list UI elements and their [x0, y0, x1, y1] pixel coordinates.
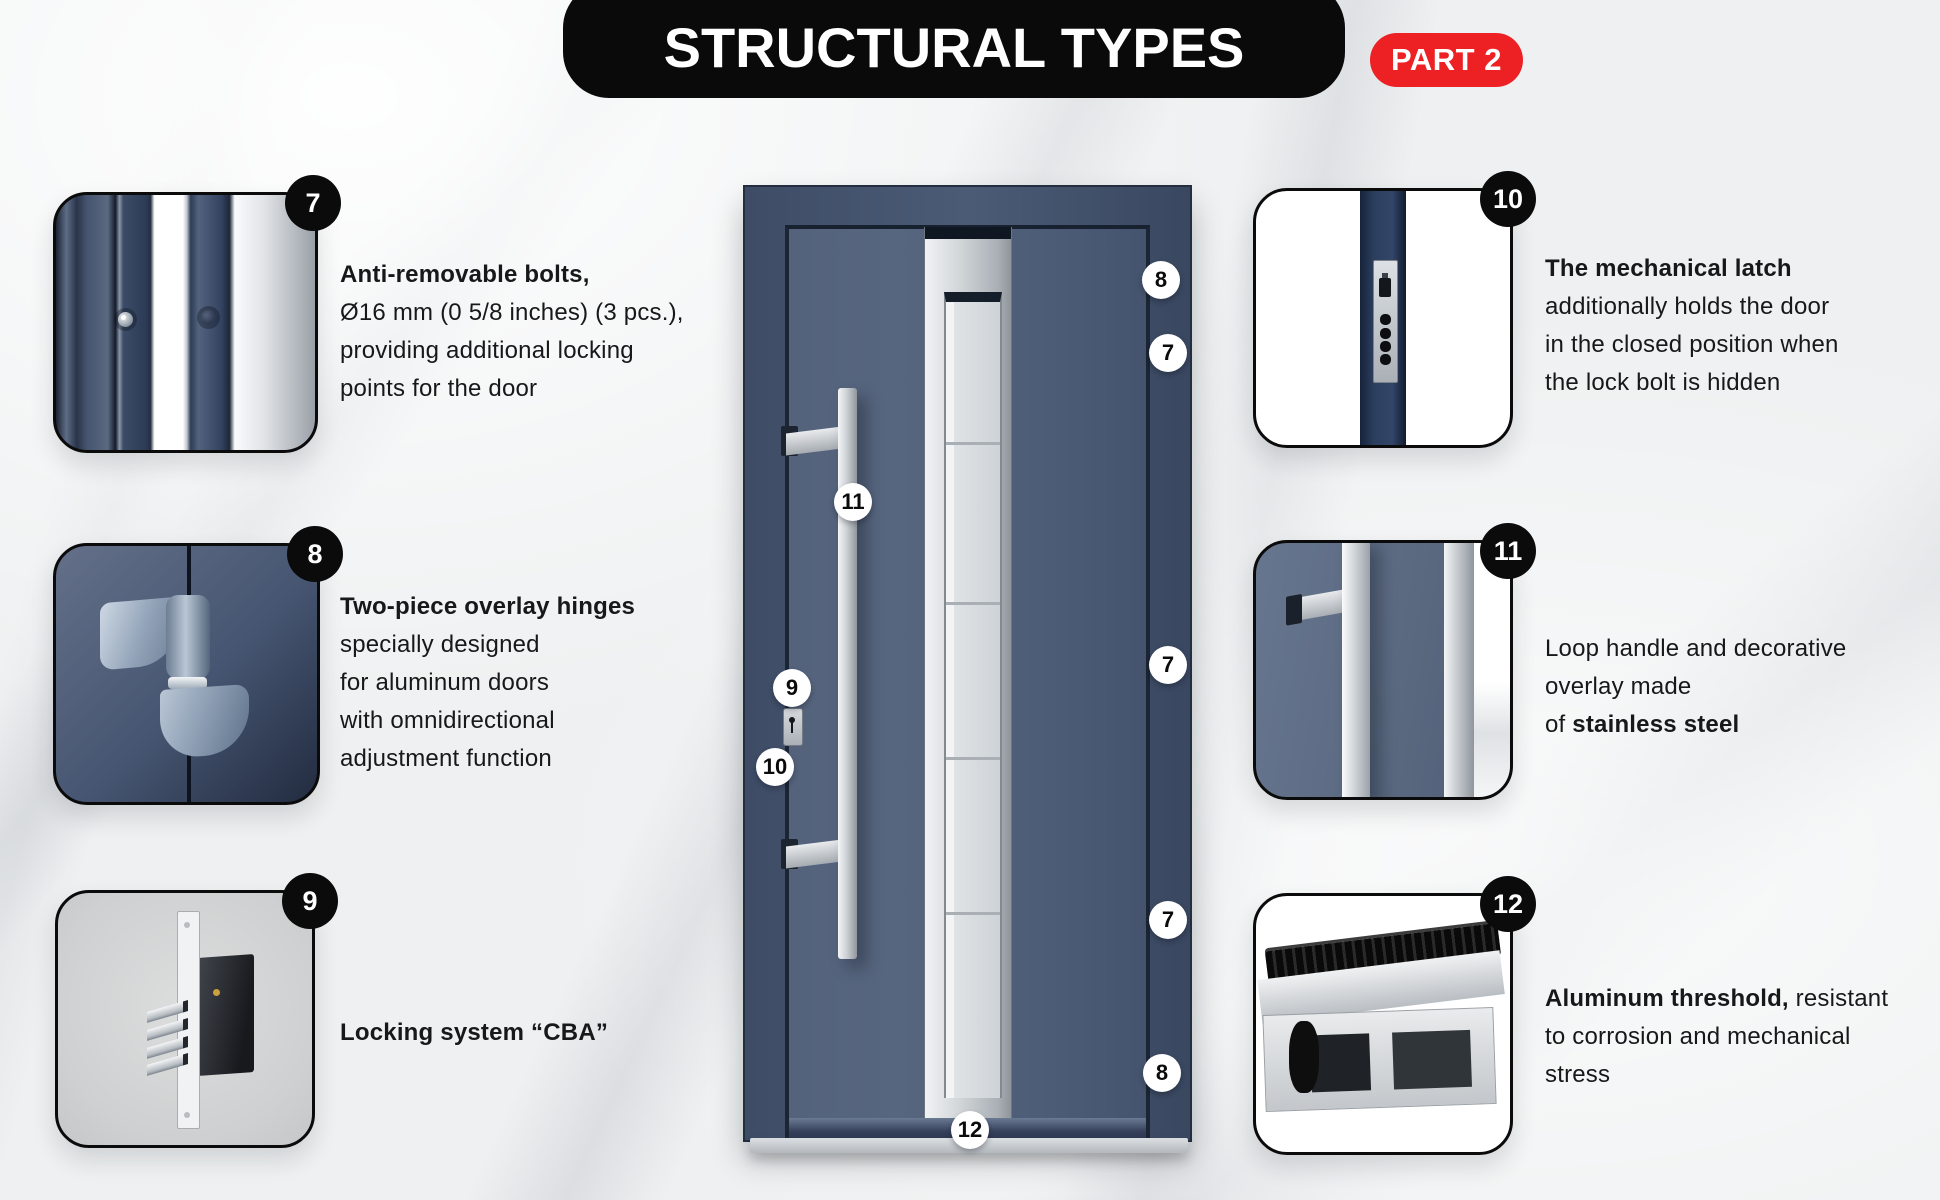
- latch-hole: [1380, 314, 1391, 325]
- latch-strike-plate: [1373, 260, 1398, 384]
- door-marker: 7: [1149, 646, 1187, 684]
- bolt-pin-icon: [118, 312, 133, 327]
- description-aluminum-threshold: Aluminum threshold, resistant to corrosion and mechanical stress: [1545, 985, 1889, 1088]
- door-glass: [944, 292, 1002, 1098]
- page-title: STRUCTURAL TYPES: [663, 15, 1245, 79]
- card-overlay-hinges: [53, 538, 323, 805]
- description-locking-system: Locking system “CBA”: [340, 1019, 609, 1046]
- threshold-gasket: [1289, 1021, 1319, 1093]
- title-banner: [563, 0, 1345, 98]
- card-mechanical-latch: [1253, 183, 1524, 448]
- loop-handle-bar: [838, 388, 857, 959]
- lock-body: [198, 954, 254, 1076]
- card-aluminum-threshold: [1253, 888, 1524, 1155]
- card-number-badge: 8: [287, 526, 343, 582]
- door-marker: 8: [1142, 261, 1180, 299]
- two-piece-overlay-hinge-photo: [53, 543, 320, 805]
- door-marker: 7: [1149, 334, 1187, 372]
- description-mechanical-latch: The mechanical latch additionally holds the door in the closed position when the lock bolt is hidden: [1545, 255, 1839, 396]
- card-loop-handle: [1253, 535, 1523, 800]
- decorative-overlay-strip: [1444, 543, 1474, 797]
- background-area: [1474, 543, 1510, 797]
- loop-handle-photo: [1253, 540, 1513, 800]
- hinge-lower-piece: [160, 684, 249, 759]
- door-marker: 7: [1149, 901, 1187, 939]
- card-number-badge: 9: [282, 873, 338, 929]
- card-number-badge: 12: [1480, 876, 1536, 932]
- description-overlay-hinges: Two-piece overlay hinges specially designed for aluminum doors with omnidirectional adjustment function: [340, 593, 636, 772]
- keyhole-escutcheon: [783, 708, 803, 746]
- card-number-badge: 10: [1480, 171, 1536, 227]
- card-anti-removable-bolts: [53, 187, 321, 453]
- latch-hole: [1380, 341, 1391, 352]
- handle-bar: [1342, 540, 1370, 800]
- card-number-badge: 7: [285, 175, 341, 231]
- mechanical-latch-photo: [1253, 188, 1513, 448]
- handle-mount-arm: [1289, 589, 1347, 622]
- anti-removable-bolts-photo: [53, 192, 318, 453]
- lock-cylinder-dot: [213, 989, 220, 996]
- description-loop-handle: Loop handle and decorative overlay made of stainless steel: [1545, 635, 1847, 738]
- door-marker: 11: [834, 483, 872, 521]
- latch-hole: [1380, 328, 1391, 339]
- door-marker: 9: [773, 669, 811, 707]
- door-marker: 12: [951, 1111, 989, 1149]
- card-number-badge: 11: [1480, 523, 1536, 579]
- locking-system-photo: [55, 890, 315, 1148]
- bolt-pin-icon: [201, 310, 216, 325]
- aluminum-threshold-photo: [1253, 893, 1513, 1155]
- door-photo: [745, 187, 1190, 1140]
- latch-hole: [1380, 354, 1391, 365]
- door-marker: 10: [756, 748, 794, 786]
- card-locking-system: [55, 885, 318, 1148]
- description-anti-removable-bolts: Anti-removable bolts, Ø16 mm (0 5/8 inches) (3 pcs.), providing additional locking points for the door: [340, 261, 684, 402]
- part-badge: PART 2: [1370, 33, 1523, 87]
- door-marker: 8: [1143, 1054, 1181, 1092]
- hinge-knuckle: [166, 595, 210, 679]
